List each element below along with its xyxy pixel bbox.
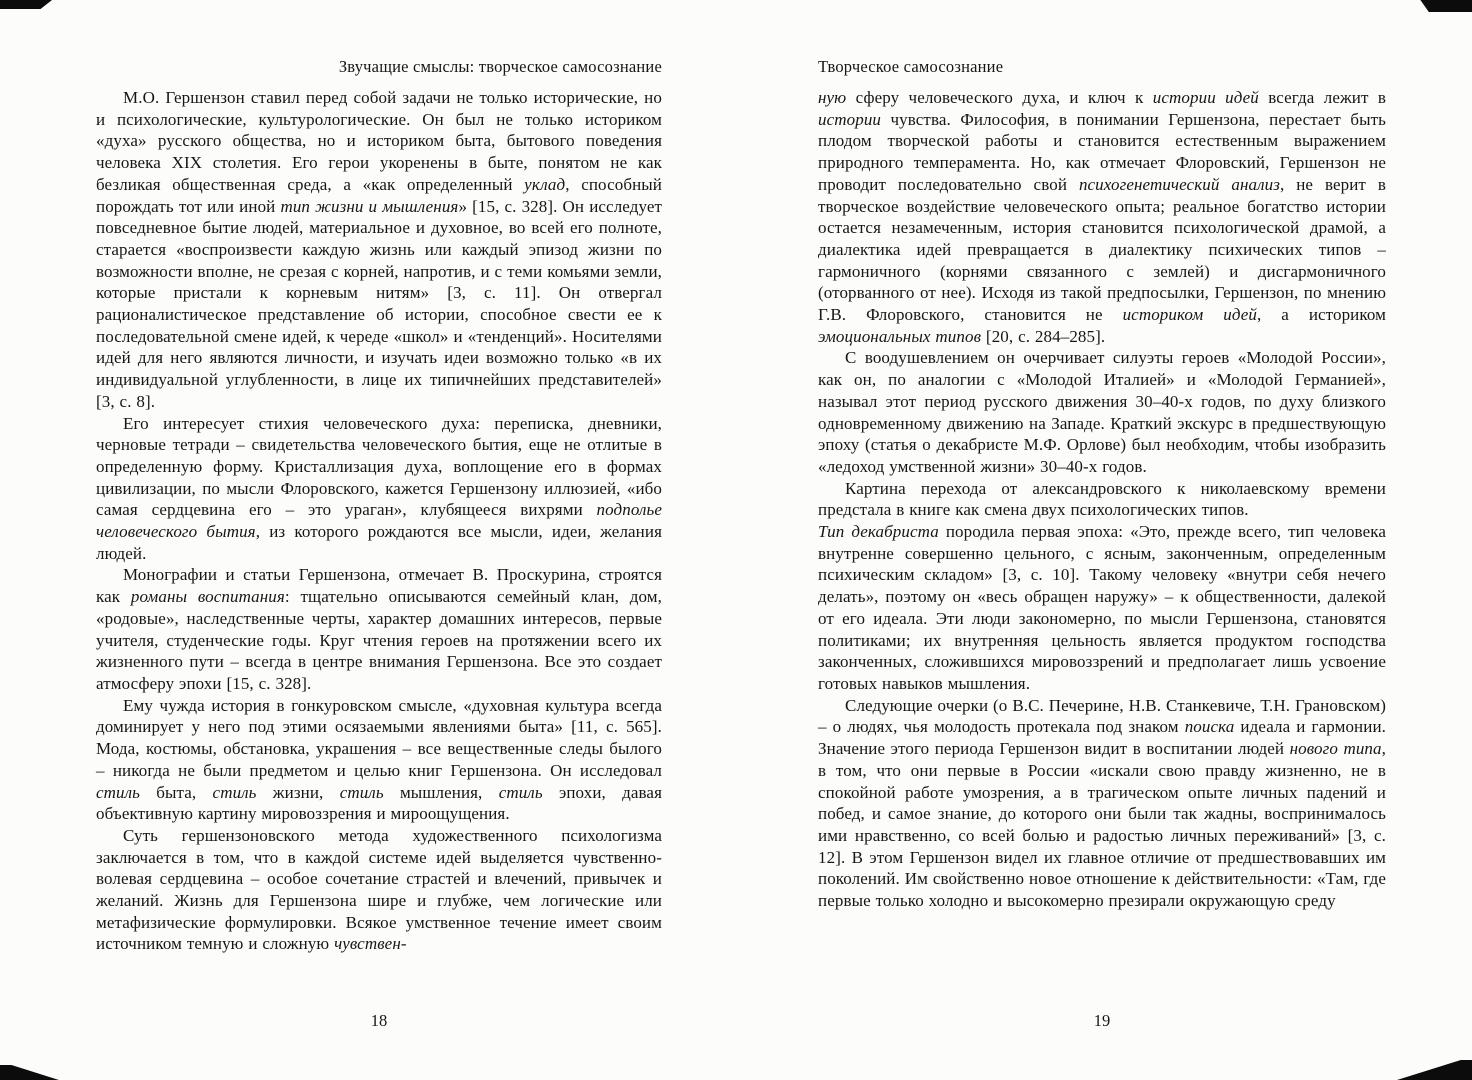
page-number-right: 19: [1093, 1011, 1111, 1030]
scan-artifact-top-right: [1412, 0, 1472, 12]
paragraph: Монографии и статьи Гершензона, отмечает В. Проскурина, строятся как романы воспитания: тщательно описываются семейный клан, дом, «родовые», наследственные черты, характер домашних интересов, первые учителя, студенческие годы. Круг чтения героев на протяжении всего их жизненного пути – всегда в центре внимания Гершензона. Все это создает атмосферу эпохи [15, с. 328].: [96, 565, 662, 693]
page-left-text: [96, 87, 662, 955]
scan-artifact-top-left: [0, 0, 52, 9]
scan-artifact-bottom-left: [0, 1065, 64, 1080]
page-number-left: 18: [370, 1011, 388, 1030]
paragraph: Следующие очерки (о В.С. Печерине, Н.В. Станкевиче, Т.Н. Грановском) – о людях, чья молодость протекала под знаком поиска идеала и гармонии. Значение этого периода Гершензон видит в воспитании людей нового типа, в том, что они первые в России «искали свою правду жизненно, не в спокойной работе умозрения, а в трагическом опыте личных падений и побед, и самое знание, до которого они были так жадны, воспринималось ими нравственно, со всей болью и радостью личных переживаний» [3, с. 12]. В этом Гершензон видел их главное отличие от предшествовавших им поколений. Им свойственно новое отношение к действительности: «Там, где первые только холодно и высокомерно презирали окружающую среду: [818, 695, 1386, 911]
scan-artifact-bottom-right: [1392, 1060, 1472, 1080]
paragraph: Картина перехода от александровского к николаевскому времени предстала в книге как смена двух психологических типов.: [818, 478, 1386, 520]
page-left: [96, 0, 662, 1080]
paragraph: Суть гершензоновского метода художественного психологизма заключается в том, что в каждой системе идей выделяется чувственно-волевая сердцевина – особое сочетание страстей и влечений, привычек и желаний. Жизнь для Гершензона шире и глубже, чем логические или метафизические формулировки. Всякое умственное течение имеет своим источником темную и сложную чувствен-: [96, 825, 662, 954]
running-head-right: Творческое самосознание: [818, 57, 1004, 76]
page-right-text: [818, 87, 1386, 912]
paragraph: С воодушевлением он очерчивает силуэты героев «Молодой России», как он, по аналогии с «Молодой Италией» и «Молодой Германией», называл этот период русского движения 30–40-х годов, по духу близкого одновременному движению на Западе. Краткий экскурс в предшествующую эпоху (статья о декабристе М.Ф. Орлове) был необходим, чтобы изобразить «ледоход умственной жизни» 30–40-х годов.: [818, 348, 1386, 476]
page-right: [818, 0, 1386, 1080]
paragraph: Ему чужда история в гонкуровском смысле, «духовная культура всегда доминирует у него под этими осязаемыми явлениями быта» [11, с. 565]. Мода, костюмы, обстановка, украшения – все вещественные следы былого – никогда не были предметом и целью книг Гершензона. Он исследовал стиль быта, стиль жизни, стиль мышления, стиль эпохи, давая объективную картину мировоззрения и мироощущения.: [96, 695, 662, 824]
paragraph: М.О. Гершензон ставил перед собой задачи не только исторические, но и психологические, культурологические. Он был не только историком «духа» русского общества, но и историком быта, бытового поведения человека XIX столетия. Его герои укоренены в быте, понятом не как безликая общественная среда, а «как определенный уклад, способный порождать тот или иной тип жизни и мышления» [15, с. 328]. Он исследует повседневное бытие людей, материальное и духовное, во всей его полноте, старается «воспроизвести каждую жизнь или каждый эпизод жизни по возможности вполне, не срезая с корней, напротив, и с теми комьями земли, которые пристали к корневым нитям» [3, с. 11]. Он отвергал рационалистическое представление об истории, способное свести ее к последовательной смене идей, к череде «школ» и «тенденций». Носителями идей для него являются личности, и изучать идеи возможно только «в их индивидуальной углубленности, в лице их типичнейших представителей» [3, с. 8].: [96, 88, 662, 411]
running-head-left: Звучащие смыслы: творческое самосознание: [338, 57, 662, 76]
paragraph: Его интересует стихия человеческого духа: переписка, дневники, черновые тетради – свидетельства человеческого бытия, еще не отлитые в определенную форму. Кристаллизация духа, воплощение его в формах цивилизации, по мысли Флоровского, кажется Гершензону иллюзией, «ибо самая сердцевина его – это ураган», клубящееся вихрями подполье человеческого бытия, из которого рождаются все мысли, идеи, желания людей.: [96, 413, 662, 563]
paragraph: ную сферу человеческого духа, и ключ к истории идей всегда лежит в истории чувства. Философия, в понимании Гершензона, перестает быть плодом творческой работы и становится естественным выражением природного темперамента. Но, как отмечает Флоровский, Гершензон не проводит последовательно свой психогенетический анализ, не верит в творческое воздействие человеческого опыта; реальное богатство истории остается незамеченным, история становится психологической драмой, а диалектика идей превращается в диалектику психических типов – гармоничного (корнями связанного с землей) и дисгармоничного (оторванного от нее). Исходя из такой предпосылки, Гершензон, по мнению Г.В. Флоровского, становится не историком идей, а историком эмоциональных типов [20, с. 284–285].: [818, 88, 1387, 346]
paragraph: Тип декабриста породила первая эпоха: «Это, прежде всего, тип человека внутренне совершенно цельного, с ясным, законченным, определенным психическим складом» [3, с. 10]. Такому человеку «внутри себя нечего делать», поэтому он «весь обращен наружу» – к общественности, далекой от его идеала. Эти люди закономерно, по мысли Гершензона, становятся политиками; их внутренняя цельность является продуктом господства законченных, сложившихся мировоззрений и предполагает лишь усвоение готовых навыков мышления.: [818, 522, 1386, 693]
